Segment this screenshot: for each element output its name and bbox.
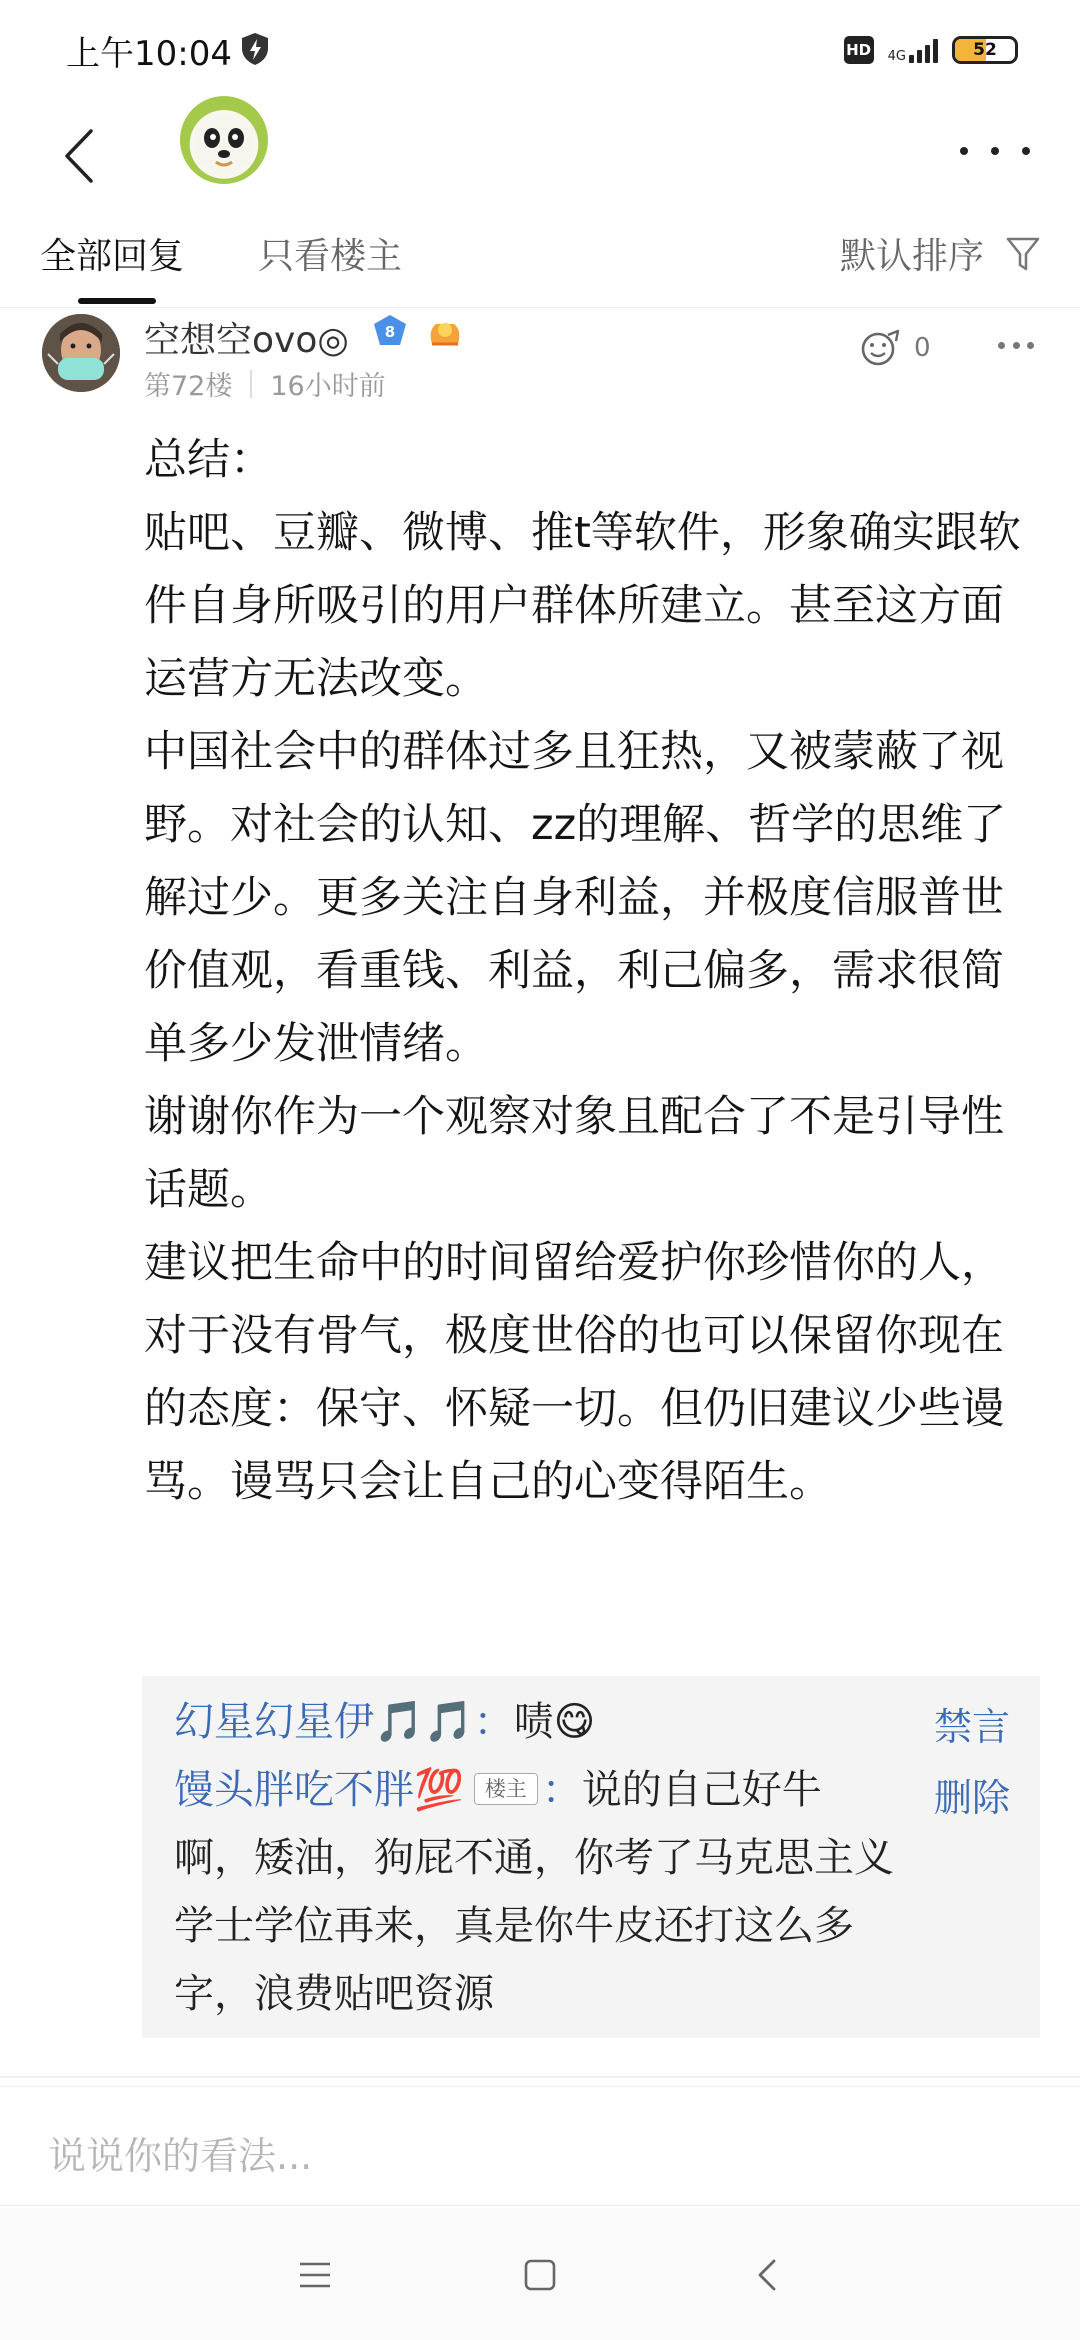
panda-icon [180, 96, 268, 184]
home-button[interactable] [515, 2250, 565, 2300]
author-name[interactable]: 空想空ovo◎ [144, 320, 349, 361]
sort-label: 默认排序 [839, 236, 984, 277]
post-paragraph: 中国社会中的群体过多且狂热，又被蒙蔽了视野。对社会的认知、zz的理解、哲学的思维了解过少。更多关注自身利益，并极度信服普世价值观，看重钱、利益，利己偏多，需求很简单多少发泄情绪。 [144, 727, 1007, 1069]
reply-separator: ： [473, 1699, 514, 1745]
tab-host-only[interactable]: 只看楼主 [258, 236, 403, 277]
avatar-image [42, 314, 120, 392]
meta-separator [250, 370, 252, 398]
post-more-dot [1027, 342, 1034, 349]
sub-reply-box [142, 1676, 1040, 2038]
host-tag: 楼主 [474, 1773, 538, 1805]
level-badge [372, 314, 408, 348]
filter-icon [1006, 236, 1040, 272]
network-label: 4G [887, 49, 906, 64]
post-more-dot [1013, 342, 1020, 349]
like-button[interactable] [858, 328, 931, 368]
system-back-button[interactable] [742, 2250, 792, 2300]
shield-icon [240, 32, 270, 66]
comment-input[interactable] [0, 2086, 1080, 2206]
post-paragraph: 谢谢你作为一个观察对象且配合了不是引导性话题。 [144, 1092, 1004, 1215]
back-button[interactable] [46, 106, 112, 206]
status-right [844, 30, 1018, 70]
chevron-left-icon [756, 2258, 778, 2292]
sort-button[interactable] [840, 228, 1040, 279]
delete-button[interactable]: 删除 [933, 1776, 1010, 1820]
like-icon [858, 328, 902, 368]
post-paragraph: 总结： [144, 435, 273, 485]
sub-reply-list [174, 1688, 894, 2028]
status-bar [0, 0, 1080, 96]
system-nav-bar [0, 2208, 1080, 2340]
home-icon [523, 2258, 557, 2292]
mute-button[interactable]: 禁言 [933, 1705, 1010, 1749]
post-more-button[interactable] [998, 342, 1034, 352]
post-content [144, 424, 1024, 1519]
tab-bar [0, 212, 1080, 308]
signal-icon [909, 37, 938, 63]
post-paragraph: 贴吧、豆瓣、微博、推t等软件，形象确实跟软件自身所吸引的用户群体所建立。甚至这方面运营方无法改变。 [144, 508, 1021, 704]
more-dot [1022, 147, 1030, 155]
battery-icon [952, 36, 1018, 64]
status-time: 上午10:04 [66, 34, 232, 74]
menu-icon [298, 2260, 332, 2290]
reply-actions [934, 1696, 1010, 1822]
level-number: 8 [384, 323, 396, 341]
more-dot [991, 147, 999, 155]
reply-separator: ： [541, 1767, 582, 1813]
more-button[interactable] [960, 126, 1030, 176]
reply-username[interactable]: 幻星幻星伊🎵🎵 [174, 1699, 474, 1745]
comment-placeholder: 说说你的看法... [48, 2134, 313, 2178]
post-meta [144, 364, 386, 403]
post-time: 16小时前 [270, 371, 386, 402]
post-more-dot [998, 342, 1005, 349]
author-avatar[interactable] [42, 314, 120, 392]
reply-username[interactable]: 馒头胖吃不胖💯 [174, 1767, 464, 1813]
forum-avatar[interactable] [180, 96, 268, 184]
sub-reply-item[interactable] [174, 1756, 894, 2028]
post-paragraph: 建议把生命中的时间留给爱护你珍惜你的人，对于没有骨气，极度世俗的也可以保留你现在的态度：保守、怀疑一切。但仍旧建议少些谩骂。谩骂只会让自己的心变得陌生。 [144, 1238, 1004, 1507]
more-dot [960, 147, 968, 155]
section-divider [0, 2076, 1080, 2078]
menu-button[interactable] [290, 2250, 340, 2300]
battery-level: 52 [973, 40, 997, 60]
active-tab-indicator [78, 298, 156, 304]
reply-text: 说的自己好牛啊，矮油，狗屁不通，你考了马克思主义学士学位再来，真是你牛皮还打这么多字，浪费贴吧资源 [174, 1767, 894, 2017]
medal-icon [426, 314, 464, 348]
reply-text: 啧😋 [513, 1699, 596, 1745]
tab-all-replies[interactable]: 全部回复 [40, 236, 185, 277]
network-indicator [888, 37, 938, 63]
floor-number: 第72楼 [144, 371, 233, 402]
sub-reply-item[interactable] [174, 1688, 894, 1756]
hd-badge: HD [844, 36, 874, 64]
back-arrow-icon [64, 128, 94, 184]
like-count: 0 [914, 333, 931, 363]
